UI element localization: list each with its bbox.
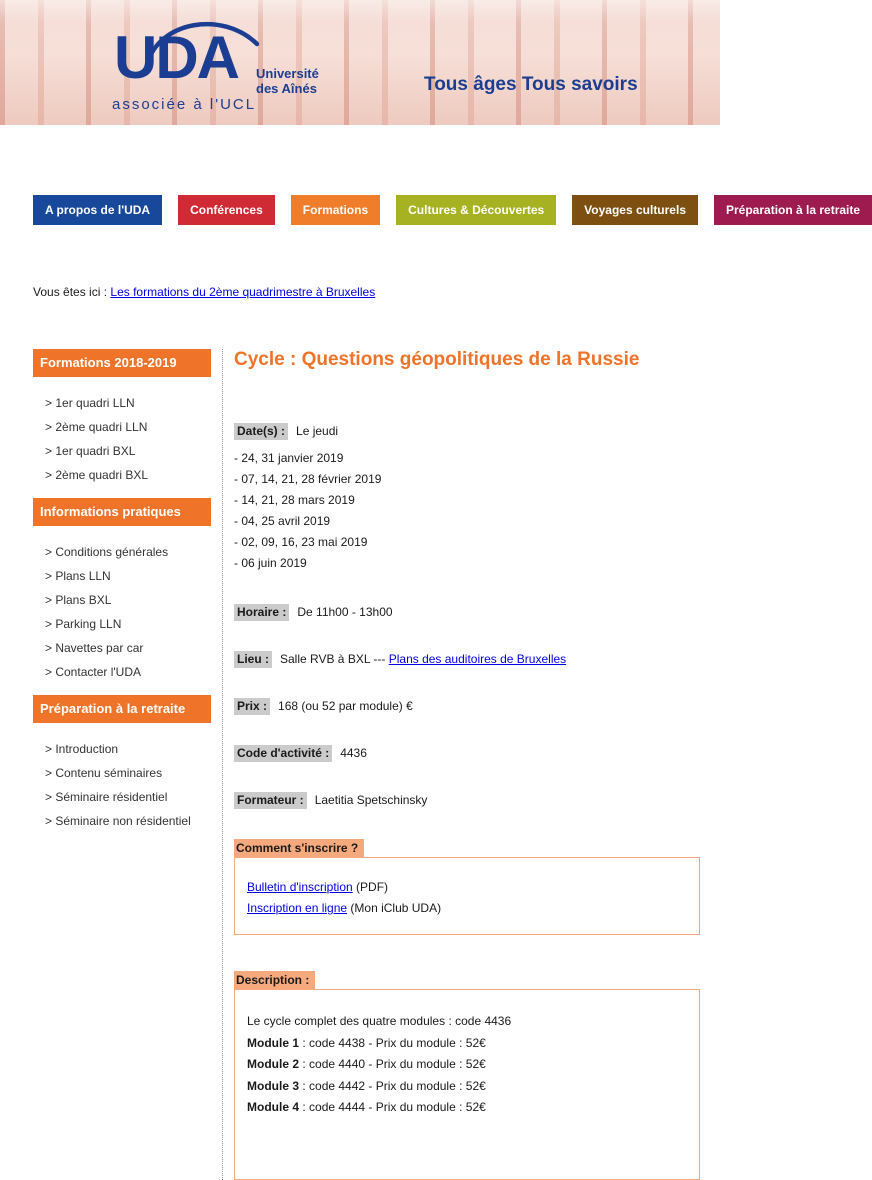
date-line: - 06 juin 2019 bbox=[234, 556, 307, 570]
detail-value-lieu: Salle RVB à BXL --- bbox=[280, 652, 389, 666]
module-line-4 bbox=[247, 1097, 687, 1119]
detail-value-dates: Le jeudi bbox=[296, 424, 339, 438]
date-line: - 14, 21, 28 mars 2019 bbox=[234, 493, 355, 507]
module-3-detail: : code 4442 - Prix du module : 52€ bbox=[299, 1078, 486, 1093]
sidebar-section-infos-pratiques bbox=[33, 498, 211, 679]
nav-item-cultures[interactable]: Cultures & Découvertes bbox=[396, 195, 556, 225]
content-area bbox=[0, 349, 720, 1180]
sidebar-section-formations bbox=[33, 349, 211, 482]
section-title-inscription: Comment s'inscrire ? bbox=[234, 839, 364, 858]
detail-label-horaire: Horaire : bbox=[234, 604, 289, 621]
sidebar-item-introduction[interactable]: > Introduction bbox=[45, 742, 119, 756]
description-box bbox=[234, 989, 700, 1180]
sidebar-item-contenu-seminaires[interactable]: > Contenu séminaires bbox=[45, 766, 163, 780]
sidebar-section-preparation-retraite bbox=[33, 695, 211, 828]
detail-label-code-activite: Code d'activité : bbox=[234, 745, 332, 762]
nav-item-voyages[interactable]: Voyages culturels bbox=[572, 195, 698, 225]
section-title-description: Description : bbox=[234, 971, 315, 990]
sidebar-item-plans-lln[interactable]: > Plans LLN bbox=[45, 569, 111, 583]
nav-item-conferences[interactable]: Conférences bbox=[178, 195, 275, 225]
module-4-name: Module 4 bbox=[247, 1100, 300, 1114]
sidebar-item-2eme-quadri-bxl[interactable]: > 2ème quadri BXL bbox=[45, 468, 149, 482]
sidebar-item-1er-quadri-bxl[interactable]: > 1er quadri BXL bbox=[45, 444, 136, 458]
detail-label-dates: Date(s) : bbox=[234, 423, 288, 440]
inscription-line-en-ligne bbox=[247, 898, 687, 919]
sidebar-item-parking-lln[interactable]: > Parking LLN bbox=[45, 617, 122, 631]
logo-subtitle: associée à l'UCL bbox=[112, 96, 257, 113]
date-line: - 02, 09, 16, 23 mai 2019 bbox=[234, 535, 368, 549]
page-title: Cycle : Questions géopolitiques de la Russie bbox=[234, 349, 640, 370]
sidebar-item-plans-bxl[interactable]: > Plans BXL bbox=[45, 593, 112, 607]
uda-logo[interactable] bbox=[112, 12, 352, 122]
detail-label-formateur: Formateur : bbox=[234, 792, 307, 809]
section-inscription bbox=[234, 839, 700, 935]
breadcrumb-prefix: Vous êtes ici : bbox=[33, 285, 108, 299]
description-intro: Le cycle complet des quatre modules : code 4436 bbox=[247, 1014, 512, 1028]
main-content bbox=[234, 349, 700, 1180]
module-1-detail: : code 4438 - Prix du module : 52€ bbox=[299, 1035, 486, 1050]
sidebar-item-seminaire-non-residentiel[interactable]: > Séminaire non résidentiel bbox=[45, 814, 191, 828]
inscription-line-bulletin bbox=[247, 877, 687, 898]
main-navigation bbox=[33, 195, 861, 225]
nav-item-apropos[interactable]: A propos de l'UDA bbox=[33, 195, 162, 225]
date-line: - 24, 31 janvier 2019 bbox=[234, 451, 344, 465]
module-1-name: Module 1 bbox=[247, 1035, 300, 1050]
sidebar-item-1er-quadri-lln[interactable]: > 1er quadri LLN bbox=[45, 396, 135, 410]
column-separator bbox=[222, 349, 223, 1180]
sidebar-item-seminaire-residentiel[interactable]: > Séminaire résidentiel bbox=[45, 790, 168, 804]
module-line-3 bbox=[247, 1076, 687, 1098]
sidebar-item-2eme-quadri-lln[interactable]: > 2ème quadri LLN bbox=[45, 420, 148, 434]
sidebar-item-navettes-par-car[interactable]: > Navettes par car bbox=[45, 641, 144, 655]
breadcrumb bbox=[33, 285, 720, 299]
sidebar-header-formations: Formations 2018-2019 bbox=[33, 349, 211, 377]
module-line-1 bbox=[247, 1033, 687, 1055]
detail-formateur bbox=[234, 792, 700, 809]
detail-dates bbox=[234, 423, 700, 574]
header-banner bbox=[0, 0, 720, 125]
module-4-detail: : code 4444 - Prix du module : 52€ bbox=[299, 1100, 486, 1114]
section-description bbox=[234, 971, 700, 1180]
inscription-en-ligne-link[interactable]: Inscription en ligne bbox=[247, 901, 348, 915]
bulletin-inscription-suffix: (PDF) bbox=[352, 880, 389, 894]
detail-label-lieu: Lieu : bbox=[234, 651, 272, 668]
detail-value-formateur: Laetitia Spetschinsky bbox=[314, 793, 428, 807]
detail-lieu bbox=[234, 651, 700, 668]
plans-auditoires-link[interactable]: Plans des auditoires de Bruxelles bbox=[388, 652, 567, 666]
sidebar-header-preparation-retraite: Préparation à la retraite bbox=[33, 695, 211, 723]
module-line-2 bbox=[247, 1054, 687, 1076]
detail-label-prix: Prix : bbox=[234, 698, 270, 715]
sidebar-item-conditions-generales[interactable]: > Conditions générales bbox=[45, 545, 169, 559]
sidebar bbox=[33, 349, 211, 1180]
detail-horaire bbox=[234, 604, 700, 621]
breadcrumb-link[interactable]: Les formations du 2ème quadrimestre à Bruxelles bbox=[110, 285, 376, 299]
detail-code-activite bbox=[234, 745, 700, 762]
date-line: - 04, 25 avril 2019 bbox=[234, 514, 331, 528]
date-line: - 07, 14, 21, 28 février 2019 bbox=[234, 472, 382, 486]
nav-item-preparation[interactable]: Préparation à la retraite bbox=[714, 195, 872, 225]
sidebar-header-infos-pratiques: Informations pratiques bbox=[33, 498, 211, 526]
header-tagline: Tous âges Tous savoirs bbox=[424, 74, 638, 95]
detail-prix bbox=[234, 698, 700, 715]
detail-value-code-activite: 4436 bbox=[340, 746, 367, 760]
sidebar-item-contacter-uda[interactable]: > Contacter l'UDA bbox=[45, 665, 141, 679]
inscription-box bbox=[234, 857, 700, 935]
module-2-detail: : code 4440 - Prix du module : 52€ bbox=[299, 1057, 486, 1071]
logo-acronym: UDA bbox=[114, 24, 238, 91]
nav-item-formations[interactable]: Formations bbox=[291, 195, 380, 225]
inscription-en-ligne-suffix: (Mon iClub UDA) bbox=[347, 901, 442, 915]
module-2-name: Module 2 bbox=[247, 1057, 300, 1071]
detail-value-prix: 168 (ou 52 par module) € bbox=[278, 699, 413, 713]
module-3-name: Module 3 bbox=[247, 1078, 300, 1093]
date-list bbox=[234, 448, 700, 574]
logo-name: Université des Aînés bbox=[256, 66, 319, 96]
detail-value-horaire: De 11h00 - 13h00 bbox=[297, 605, 393, 619]
bulletin-inscription-link[interactable]: Bulletin d'inscription bbox=[247, 880, 353, 894]
